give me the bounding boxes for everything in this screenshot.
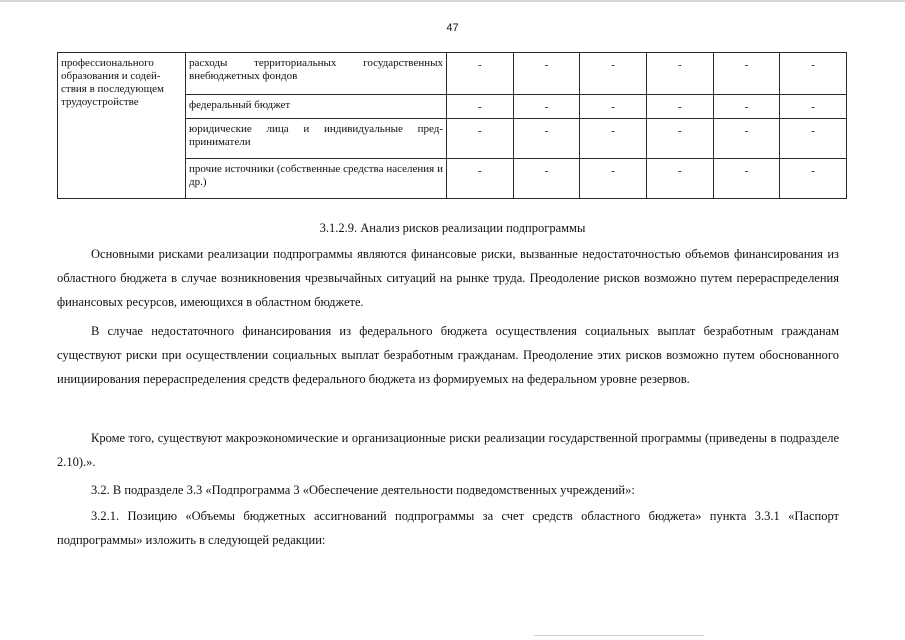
scan-artifact-line: [534, 635, 704, 636]
value-cell: -: [447, 95, 514, 119]
value-cell: -: [780, 53, 847, 95]
section-heading: 3.1.2.9. Анализ рисков реализации подпрограммы: [319, 221, 586, 235]
source-cell: юридические лица и индивидуальные предприниматели: [186, 119, 447, 159]
value-cell: -: [713, 159, 780, 199]
value-cell: -: [780, 159, 847, 199]
value-cell: -: [580, 119, 647, 159]
source-cell: федеральный бюджет: [186, 95, 447, 119]
value-cell: -: [713, 53, 780, 95]
paragraph: В случае недостаточного финансирования из федерального бюджета осуществления социальных выплат безработным гражданам существуют риски при осуществлении социальных выплат безработным гражданам. Преодоление этих рисков возможно путем обоснованного инициирования перераспределения средств федерального бюджета из формируемых на федеральном уровне резервов.: [57, 324, 839, 386]
value-cell: -: [580, 159, 647, 199]
value-cell: -: [513, 53, 580, 95]
value-cell: -: [646, 119, 713, 159]
value-cell: -: [713, 95, 780, 119]
value-cell: -: [513, 95, 580, 119]
value-cell: -: [646, 95, 713, 119]
paragraph: Основными рисками реализации подпрограммы являются финансовые риски, вызванные недостаточностью объемов финансирования из областного бюджета в случае возникновения чрезвычайных ситуаций на рынке труда. Преодоление рисков возможно путем перераспределения финансовых ресурсов, имеющихся в областном бюджете.: [57, 247, 839, 309]
paragraph: 3.2. В подразделе 3.3 «Подпрограмма 3 «Обеспечение деятельности подведомственных учреждений»:: [91, 483, 635, 497]
value-cell: -: [713, 119, 780, 159]
value-cell: -: [580, 53, 647, 95]
top-edge-rule: [0, 0, 905, 2]
source-cell: прочие источники (собственные средства населения и др.): [186, 159, 447, 199]
value-cell: -: [646, 159, 713, 199]
paragraph: Кроме того, существуют макроэкономические и организационные риски реализации государственной программы (приведены в подразделе 2.10).».: [57, 431, 839, 469]
value-cell: -: [447, 119, 514, 159]
value-cell: -: [447, 53, 514, 95]
value-cell: -: [646, 53, 713, 95]
value-cell: -: [780, 95, 847, 119]
value-cell: -: [780, 119, 847, 159]
funding-table: [57, 52, 847, 199]
table-row: [58, 53, 847, 95]
value-cell: -: [513, 119, 580, 159]
paragraph: 3.2.1. Позицию «Объемы бюджетных ассигнований подпрограммы за счет средств областного бюджета» пункта 3.3.1 «Паспорт подпрограммы» изложить в следующей редакции:: [57, 509, 839, 547]
page-number: 47: [446, 22, 459, 34]
source-cell: расходы территориальных государственных внебюджетных фондов: [186, 53, 447, 95]
value-cell: -: [580, 95, 647, 119]
value-cell: -: [447, 159, 514, 199]
program-cell: профессионального образования и содействия в последующем трудоустройстве: [58, 53, 186, 199]
value-cell: -: [513, 159, 580, 199]
